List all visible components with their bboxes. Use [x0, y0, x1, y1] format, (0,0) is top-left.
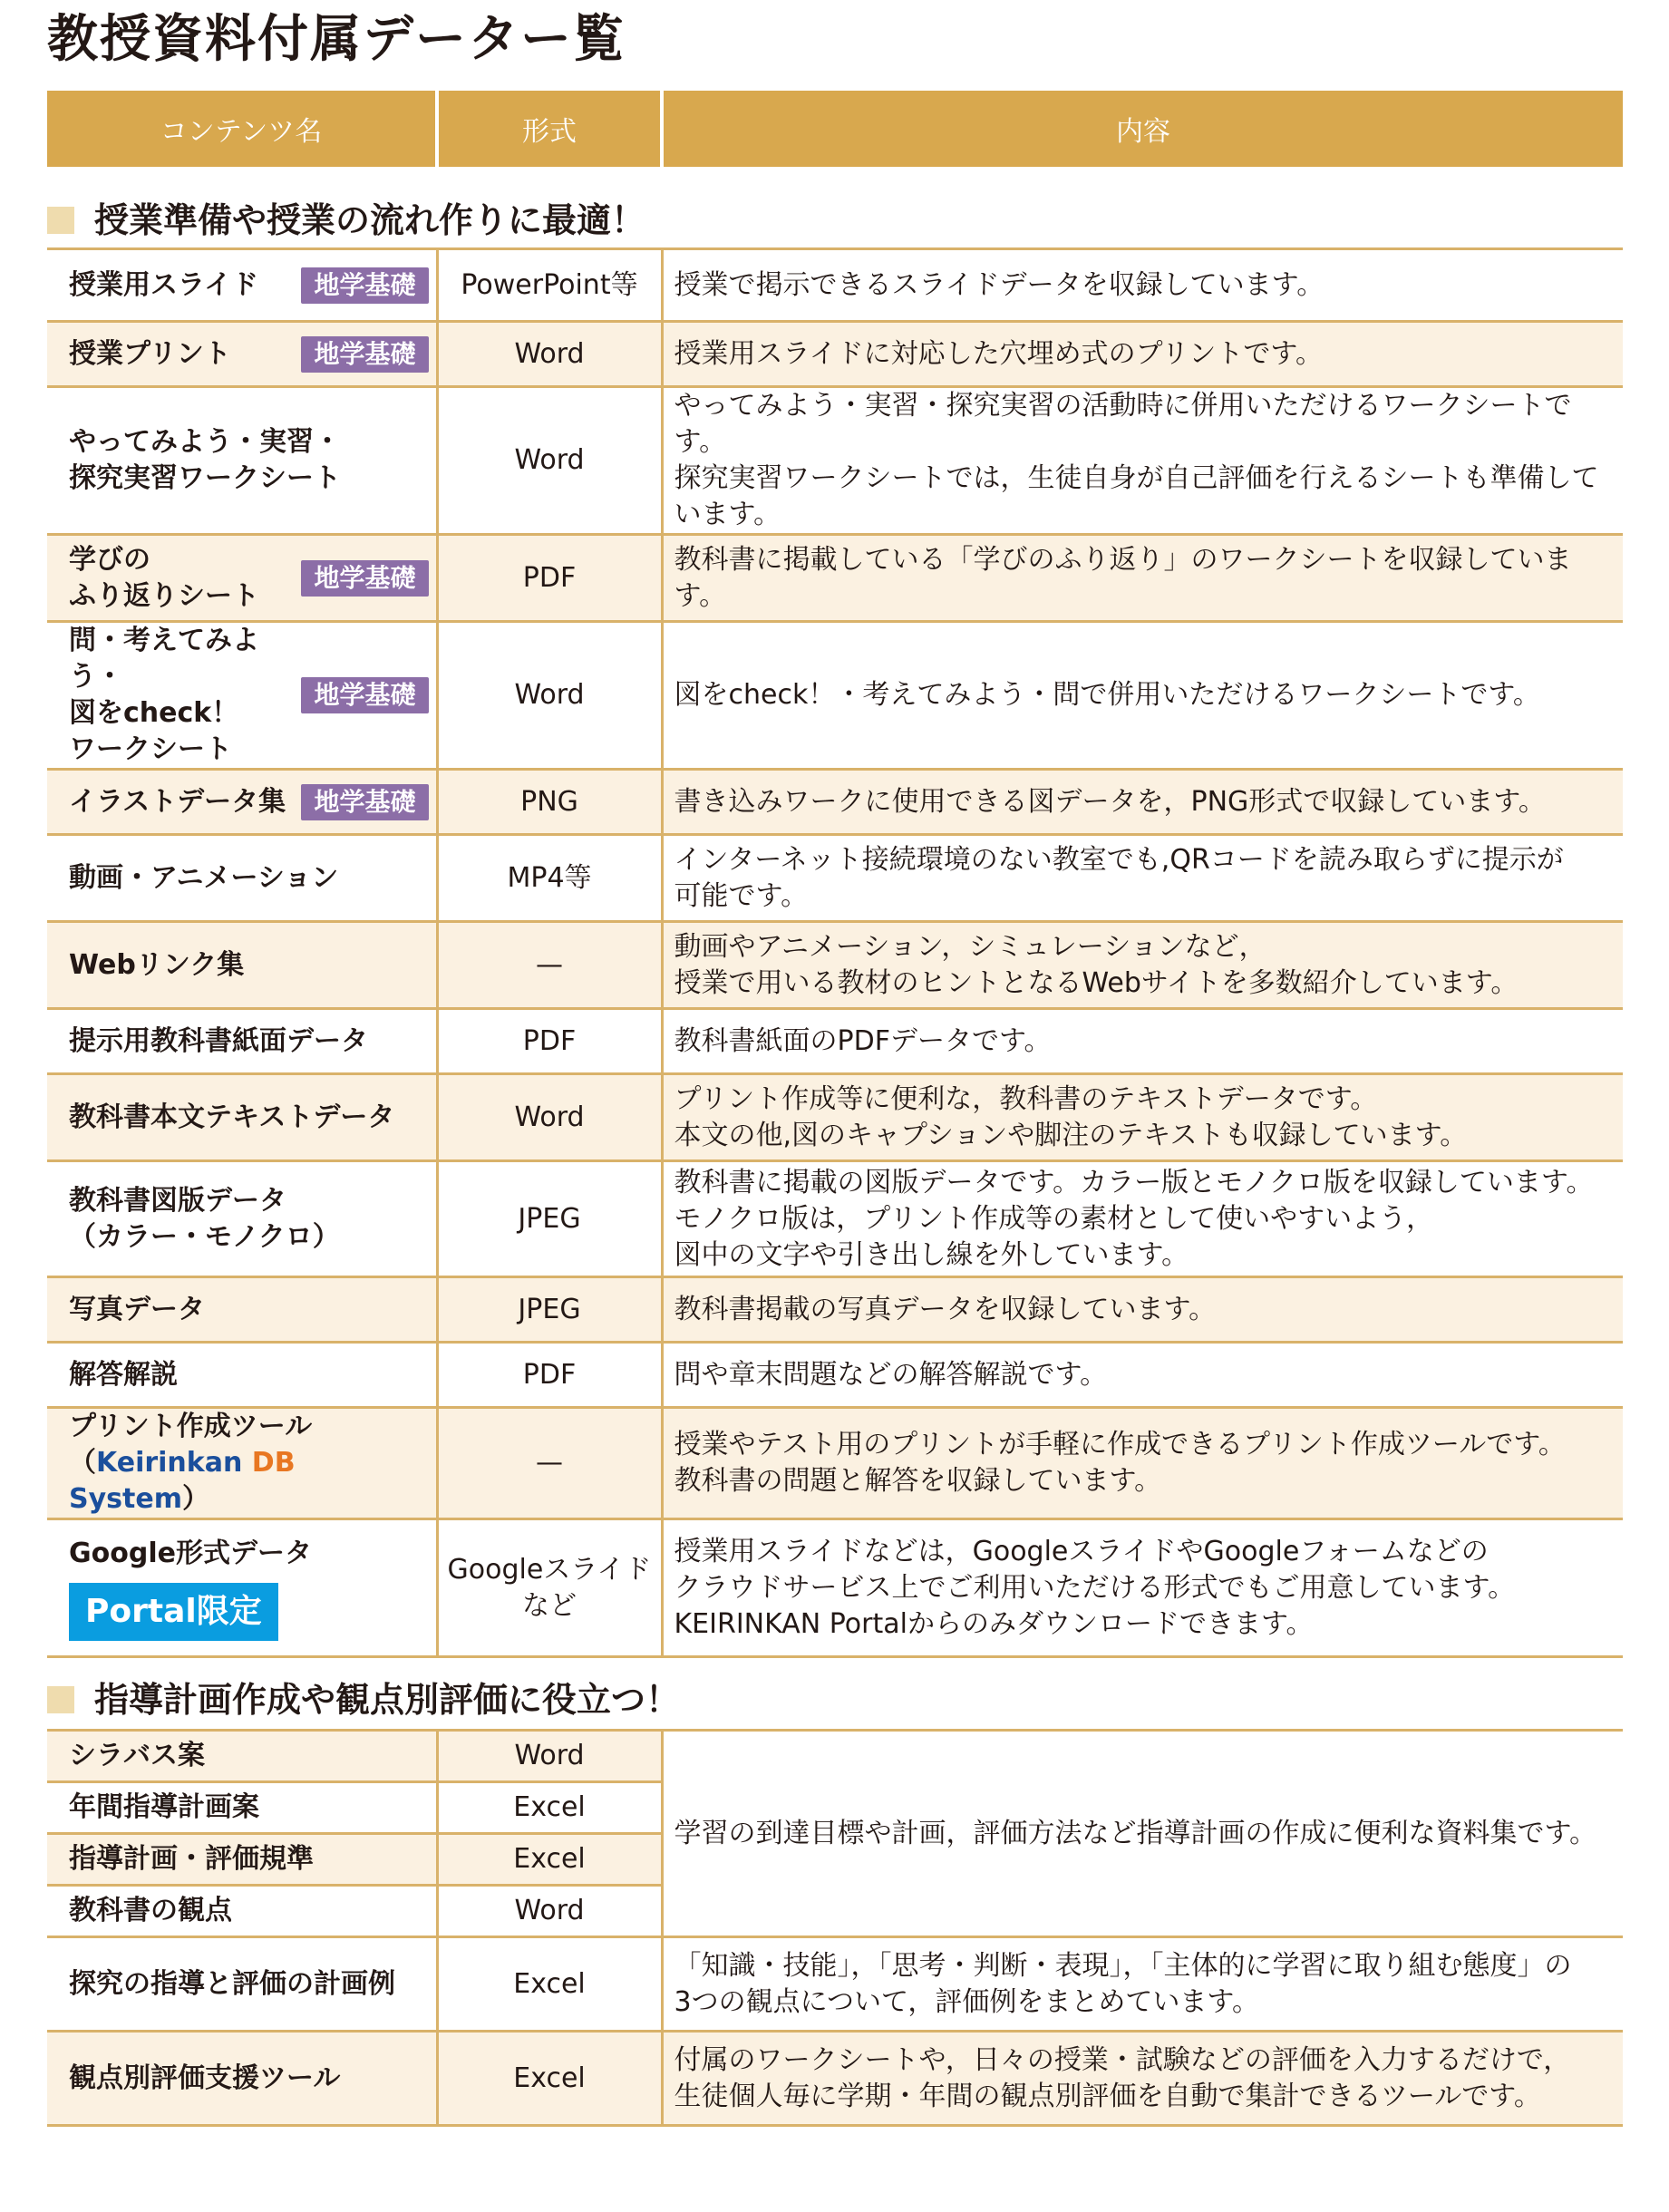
content-name-line: イラストデータ集	[69, 785, 286, 818]
content-name-line: 提示用教科書紙面データ	[69, 1024, 368, 1057]
content-name-cell: 探究の指導と評価の計画例	[47, 1937, 437, 2032]
content-name-line: 動画・アニメーション	[69, 861, 339, 894]
column-header	[47, 91, 1623, 167]
description-cell	[662, 1277, 1623, 1343]
brand-paren: ）	[181, 1483, 209, 1515]
content-name-line: 教科書図版データ	[69, 1184, 286, 1217]
section-heading-1-text: 授業準備や授業の流れ作りに最適！	[94, 200, 646, 240]
format-cell: Excel	[437, 1782, 662, 1834]
format-cell: —	[437, 1408, 662, 1519]
format-cell	[437, 387, 662, 535]
table-row	[47, 770, 1623, 835]
description-line: 生徒個人毎に学期・年間の観点別評価を自動で集計できるツールです。	[674, 2080, 1541, 2112]
format-cell: Excel	[437, 1834, 662, 1886]
content-name	[69, 267, 429, 304]
format-cell	[437, 1074, 662, 1161]
format-text: など	[522, 1589, 577, 1622]
content-name-text	[69, 860, 338, 897]
content-name	[69, 784, 429, 820]
format-text: PDF	[522, 1358, 577, 1391]
description-line: 教科書に掲載の図版データです。カラー版とモノクロ版を収録しています。	[674, 1166, 1594, 1198]
subject-badge: 地学基礎	[301, 267, 428, 304]
format-cell: Excel	[437, 1937, 662, 2032]
table-row	[47, 1731, 1623, 1782]
content-name-text	[69, 424, 341, 497]
format-text: Word	[514, 337, 585, 370]
description-cell	[662, 835, 1623, 922]
description-cell	[662, 1161, 1623, 1277]
format-text: PDF	[522, 561, 577, 594]
format-cell	[437, 622, 662, 770]
description-line: 授業やテスト用のプリントが手軽に作成できるプリント作成ツールです。	[674, 1429, 1566, 1460]
content-name-cell	[47, 249, 437, 322]
description-cell	[662, 770, 1623, 835]
section-heading-1	[47, 198, 645, 243]
content-name-cell	[47, 835, 437, 922]
content-name-text: プリント作成ツール	[69, 1411, 313, 1442]
content-name-cell	[47, 322, 437, 387]
content-name-line: 学びの	[69, 543, 150, 576]
content-name-line: 問・考えてみよう・	[69, 625, 259, 693]
description-line: 図をcheck！・考えてみよう・問で併用いただけるワークシートです。	[674, 679, 1540, 711]
table-row	[47, 1343, 1623, 1408]
subject-badge: 地学基礎	[301, 560, 428, 597]
table-row	[47, 249, 1623, 322]
table-row	[47, 535, 1623, 622]
format-text: Word	[514, 679, 585, 711]
table-row	[47, 2032, 1623, 2126]
table-row	[47, 622, 1623, 770]
content-name-line: Webリンク集	[69, 948, 245, 981]
content-name-text	[69, 1292, 205, 1328]
format-text: Word	[514, 1101, 585, 1133]
format-cell	[437, 1343, 662, 1408]
description-cell	[662, 249, 1623, 322]
description-line: 授業用スライドに対応した穴埋め式のプリントです。	[674, 337, 1323, 370]
table-row	[47, 1519, 1623, 1657]
description-cell	[662, 1519, 1623, 1657]
column-header-content: 内容	[662, 91, 1623, 167]
subject-badge: 地学基礎	[301, 336, 428, 373]
format-text: JPEG	[518, 1202, 581, 1235]
section-heading-2	[47, 1677, 680, 1722]
content-name	[69, 1292, 429, 1328]
content-name-text	[69, 1100, 394, 1136]
description-line: インターネット接続環境のない教室でも,QRコードを読み取らずに提示が	[674, 843, 1564, 876]
content-name-cell: シラバス案	[47, 1731, 437, 1782]
content-name-line: やってみよう・実習・	[69, 426, 341, 458]
description-cell	[662, 622, 1623, 770]
description-cell	[662, 1408, 1623, 1519]
format-text: PNG	[520, 785, 578, 818]
content-name-cell: 指導計画・評価規準	[47, 1834, 437, 1886]
format-cell	[437, 922, 662, 1009]
content-name-cell	[47, 1161, 437, 1277]
content-name-cell	[47, 1408, 437, 1519]
content-name-text	[69, 267, 258, 304]
format-text: PowerPoint等	[461, 268, 638, 301]
content-name	[69, 424, 429, 497]
table-row	[47, 387, 1623, 535]
section-marker	[47, 207, 74, 234]
content-name-line: 教科書本文テキストデータ	[69, 1101, 395, 1133]
portal-only-badge: Portal限定	[69, 1583, 278, 1641]
format-cell	[437, 249, 662, 322]
description-cell	[662, 2032, 1623, 2126]
description-line: 可能です。	[674, 879, 809, 912]
column-header-format: 形式	[437, 91, 662, 167]
content-name-cell	[47, 1009, 437, 1074]
format-text: JPEG	[518, 1293, 581, 1325]
format-cell	[437, 1277, 662, 1343]
table-row	[47, 1161, 1623, 1277]
brand-paren: （	[69, 1447, 96, 1479]
subject-badge: 地学基礎	[301, 784, 428, 820]
content-name-cell	[47, 770, 437, 835]
content-name	[69, 1024, 429, 1060]
description-line: 動画やアニメーション，シミュレーションなど，	[674, 930, 1266, 963]
brand-system: System	[69, 1483, 182, 1515]
format-cell	[437, 835, 662, 922]
table-row	[47, 1074, 1623, 1161]
description-line: 付属のワークシートや，日々の授業・試験などの評価を入力するだけで，	[674, 2043, 1571, 2076]
description-cell	[662, 1937, 1623, 2032]
content-name-cell	[47, 1277, 437, 1343]
content-name-line: （カラー・モノクロ）	[69, 1220, 340, 1253]
description-line: 教科書に掲載している「学びのふり返り」のワークシートを収録しています。	[674, 543, 1572, 612]
table-row	[47, 1937, 1623, 2032]
section-marker	[47, 1686, 74, 1713]
content-table-1	[47, 247, 1623, 1658]
content-name-text	[69, 1357, 178, 1393]
description-cell	[662, 1009, 1623, 1074]
grouped-description-cell: 学習の到達目標や計画，評価方法など指導計画の作成に便利な資料集です。	[662, 1731, 1623, 1937]
content-name-cell	[47, 622, 437, 770]
format-cell	[437, 322, 662, 387]
format-cell	[437, 1519, 662, 1657]
table-row	[47, 835, 1623, 922]
description-line: 授業用スライドなどは，GoogleスライドやGoogleフォームなどの	[674, 1535, 1489, 1567]
format-cell	[437, 535, 662, 622]
content-name-line: ふり返りシート	[69, 579, 259, 612]
content-name-line: 写真データ	[69, 1293, 205, 1325]
content-name-cell	[47, 922, 437, 1009]
content-name	[69, 947, 429, 984]
description-line: やってみよう・実習・探究実習の活動時に併用いただけるワークシートです。	[674, 390, 1572, 458]
format-cell: Word	[437, 1886, 662, 1937]
content-name-cell	[47, 535, 437, 622]
brand-db: DB	[251, 1447, 296, 1479]
content-name-line: 探究実習ワークシート	[69, 462, 341, 494]
content-name-cell	[47, 1343, 437, 1408]
content-name-text	[69, 336, 231, 373]
description-line: モノクロ版は，プリント作成等の素材として使いやすいよう，	[674, 1202, 1434, 1235]
description-cell	[662, 322, 1623, 387]
format-text: MP4等	[507, 861, 592, 894]
format-cell	[437, 770, 662, 835]
table-row	[47, 1009, 1623, 1074]
content-name-text	[69, 947, 244, 984]
brand-name	[69, 1445, 429, 1518]
content-name	[69, 542, 429, 615]
description-line: 授業で用いる教材のヒントとなるWebサイトを多数紹介しています。	[674, 966, 1519, 999]
description-cell	[662, 1074, 1623, 1161]
description-line: 図中の文字や引き出し線を外しています。	[674, 1238, 1189, 1271]
content-name-text	[69, 1183, 340, 1256]
column-header-name: コンテンツ名	[47, 91, 437, 167]
content-name-cell	[47, 1074, 437, 1161]
content-name-line: ワークシート	[69, 733, 232, 765]
table-row	[47, 1277, 1623, 1343]
content-name-line: 解答解説	[69, 1358, 178, 1391]
format-cell: Excel	[437, 2032, 662, 2126]
content-name-cell: 年間指導計画案	[47, 1782, 437, 1834]
description-cell	[662, 1343, 1623, 1408]
description-line: います。	[674, 499, 781, 530]
description-line: 授業で掲示できるスライドデータを収録しています。	[674, 268, 1325, 301]
content-name	[69, 336, 429, 373]
content-name-cell: 観点別評価支援ツール	[47, 2032, 437, 2126]
description-line: 教科書掲載の写真データを収録しています。	[674, 1293, 1217, 1325]
description-line: 3つの観点について，評価例をまとめています。	[674, 1985, 1259, 2018]
format-text: —	[536, 948, 563, 981]
description-line: KEIRINKAN Portalからのみダウンロードできます。	[674, 1607, 1314, 1640]
description-cell	[662, 922, 1623, 1009]
content-name-text	[69, 784, 286, 820]
content-name-line: 図をcheck！	[69, 697, 239, 729]
subject-badge: 地学基礎	[301, 677, 428, 713]
content-name-cell: 教科書の観点	[47, 1886, 437, 1937]
content-name-text: Google形式データ	[69, 1537, 312, 1569]
content-name-cell	[47, 1519, 437, 1657]
brand-keirinkan: Keirinkan	[96, 1447, 243, 1479]
content-name	[69, 1183, 429, 1256]
format-text: Googleスライド	[447, 1553, 652, 1586]
format-text: PDF	[522, 1024, 577, 1057]
table-row	[47, 322, 1623, 387]
table-row	[47, 922, 1623, 1009]
content-name-line: 授業用スライド	[69, 268, 259, 301]
description-line: 本文の他,図のキャプションや脚注のテキストも収録しています。	[674, 1119, 1468, 1151]
description-line: クラウドサービス上でご利用いただける形式でもご用意しています。	[674, 1571, 1516, 1604]
description-line: 教科書紙面のPDFデータです。	[674, 1024, 1052, 1057]
format-text: Word	[514, 444, 585, 476]
description-cell	[662, 387, 1623, 535]
page-title: 教授資料付属データー覧	[47, 10, 626, 69]
content-name	[69, 623, 429, 768]
description-line: 探究実習ワークシートでは，生徒自身が自己評価を行えるシートも準備して	[674, 462, 1599, 494]
format-cell	[437, 1009, 662, 1074]
description-line: 「知識・技能」，「思考・判断・表現」，「主体的に学習に取り組む態度」の	[674, 1949, 1572, 1982]
content-name-line: 授業プリント	[69, 337, 231, 370]
content-name	[69, 1100, 429, 1136]
content-name-text	[69, 542, 259, 615]
description-line: 書き込みワークに使用できる図データを，PNG形式で収録しています。	[674, 785, 1546, 818]
format-cell: Word	[437, 1731, 662, 1782]
content-name	[69, 1357, 429, 1393]
content-table-2	[47, 1729, 1623, 2127]
content-name-text	[69, 1024, 368, 1060]
description-line: 教科書の問題と解答を収録しています。	[674, 1465, 1162, 1497]
content-name	[69, 860, 429, 897]
description-line: プリント作成等に便利な，教科書のテキストデータです。	[674, 1082, 1378, 1115]
description-line: 問や章末問題などの解答解説です。	[674, 1358, 1108, 1391]
description-cell	[662, 535, 1623, 622]
section-heading-2-text: 指導計画作成や観点別評価に役立つ！	[94, 1680, 681, 1720]
content-name-cell	[47, 387, 437, 535]
format-cell	[437, 1161, 662, 1277]
table-row	[47, 1408, 1623, 1519]
content-name-text	[69, 623, 301, 768]
